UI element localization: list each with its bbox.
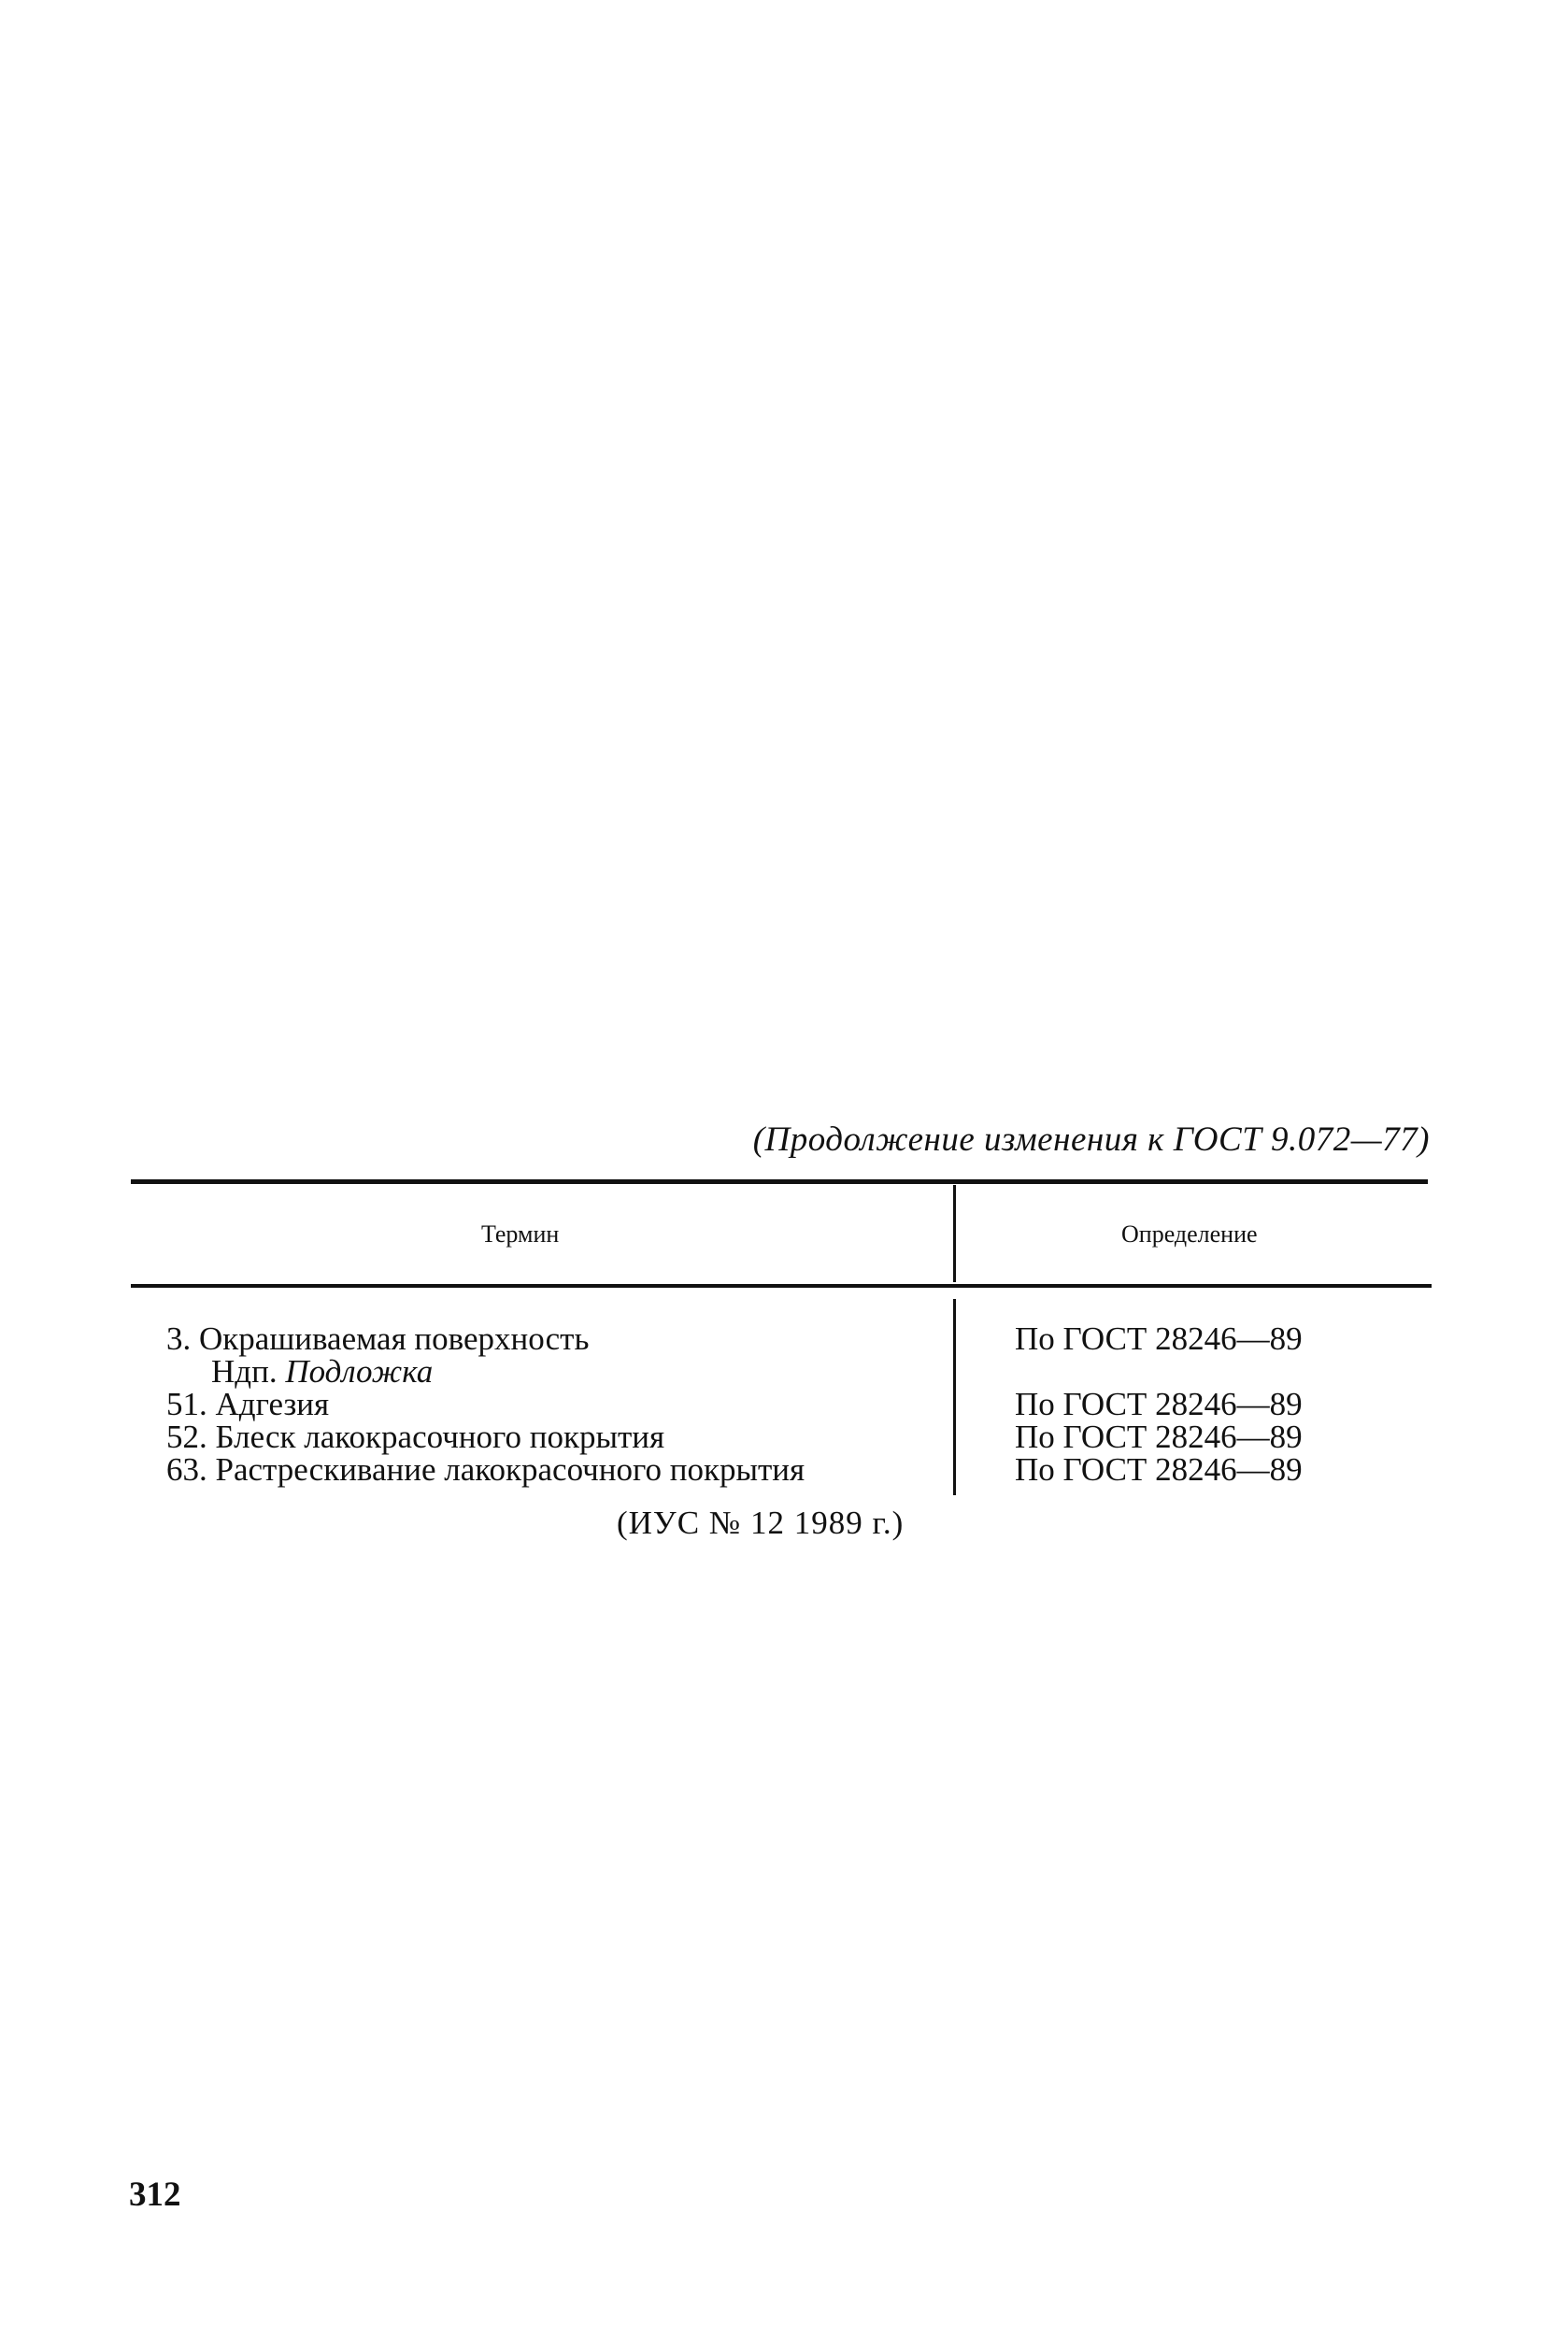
table-row-term: 63. Растрескивание лакокрасочного покрытия <box>166 1451 805 1488</box>
table-header-rule <box>131 1284 1432 1288</box>
continuation-header: (Продолжение изменения к ГОСТ 9.072—77) <box>752 1120 1430 1159</box>
body-column-divider <box>953 1299 956 1495</box>
table-row-definition: По ГОСТ 28246—89 <box>1015 1386 1303 1422</box>
column-header-definition: Определение <box>1121 1220 1258 1248</box>
table-row-term: 3. Окрашиваемая поверхность <box>166 1320 590 1357</box>
column-header-term: Термин <box>481 1220 560 1248</box>
source-note: (ИУС № 12 1989 г.) <box>617 1505 905 1541</box>
table-row-definition: По ГОСТ 28246—89 <box>1015 1320 1303 1357</box>
table-top-rule <box>131 1179 1428 1184</box>
page-number: 312 <box>129 2176 181 2214</box>
table-row-definition: По ГОСТ 28246—89 <box>1015 1451 1303 1488</box>
definition-column <box>1015 1322 1303 1486</box>
table-row-synonym <box>166 1355 805 1388</box>
synonym-term: Подложка <box>285 1353 434 1390</box>
term-column <box>166 1322 805 1486</box>
table-row-definition: По ГОСТ 28246—89 <box>1015 1419 1303 1455</box>
table-row-term: 51. Адгезия <box>166 1386 330 1422</box>
synonym-prefix: Ндп. <box>211 1353 278 1390</box>
definition-spacer <box>1015 1355 1303 1388</box>
header-column-divider <box>953 1185 956 1282</box>
table-row-term: 52. Блеск лакокрасочного покрытия <box>166 1419 665 1455</box>
